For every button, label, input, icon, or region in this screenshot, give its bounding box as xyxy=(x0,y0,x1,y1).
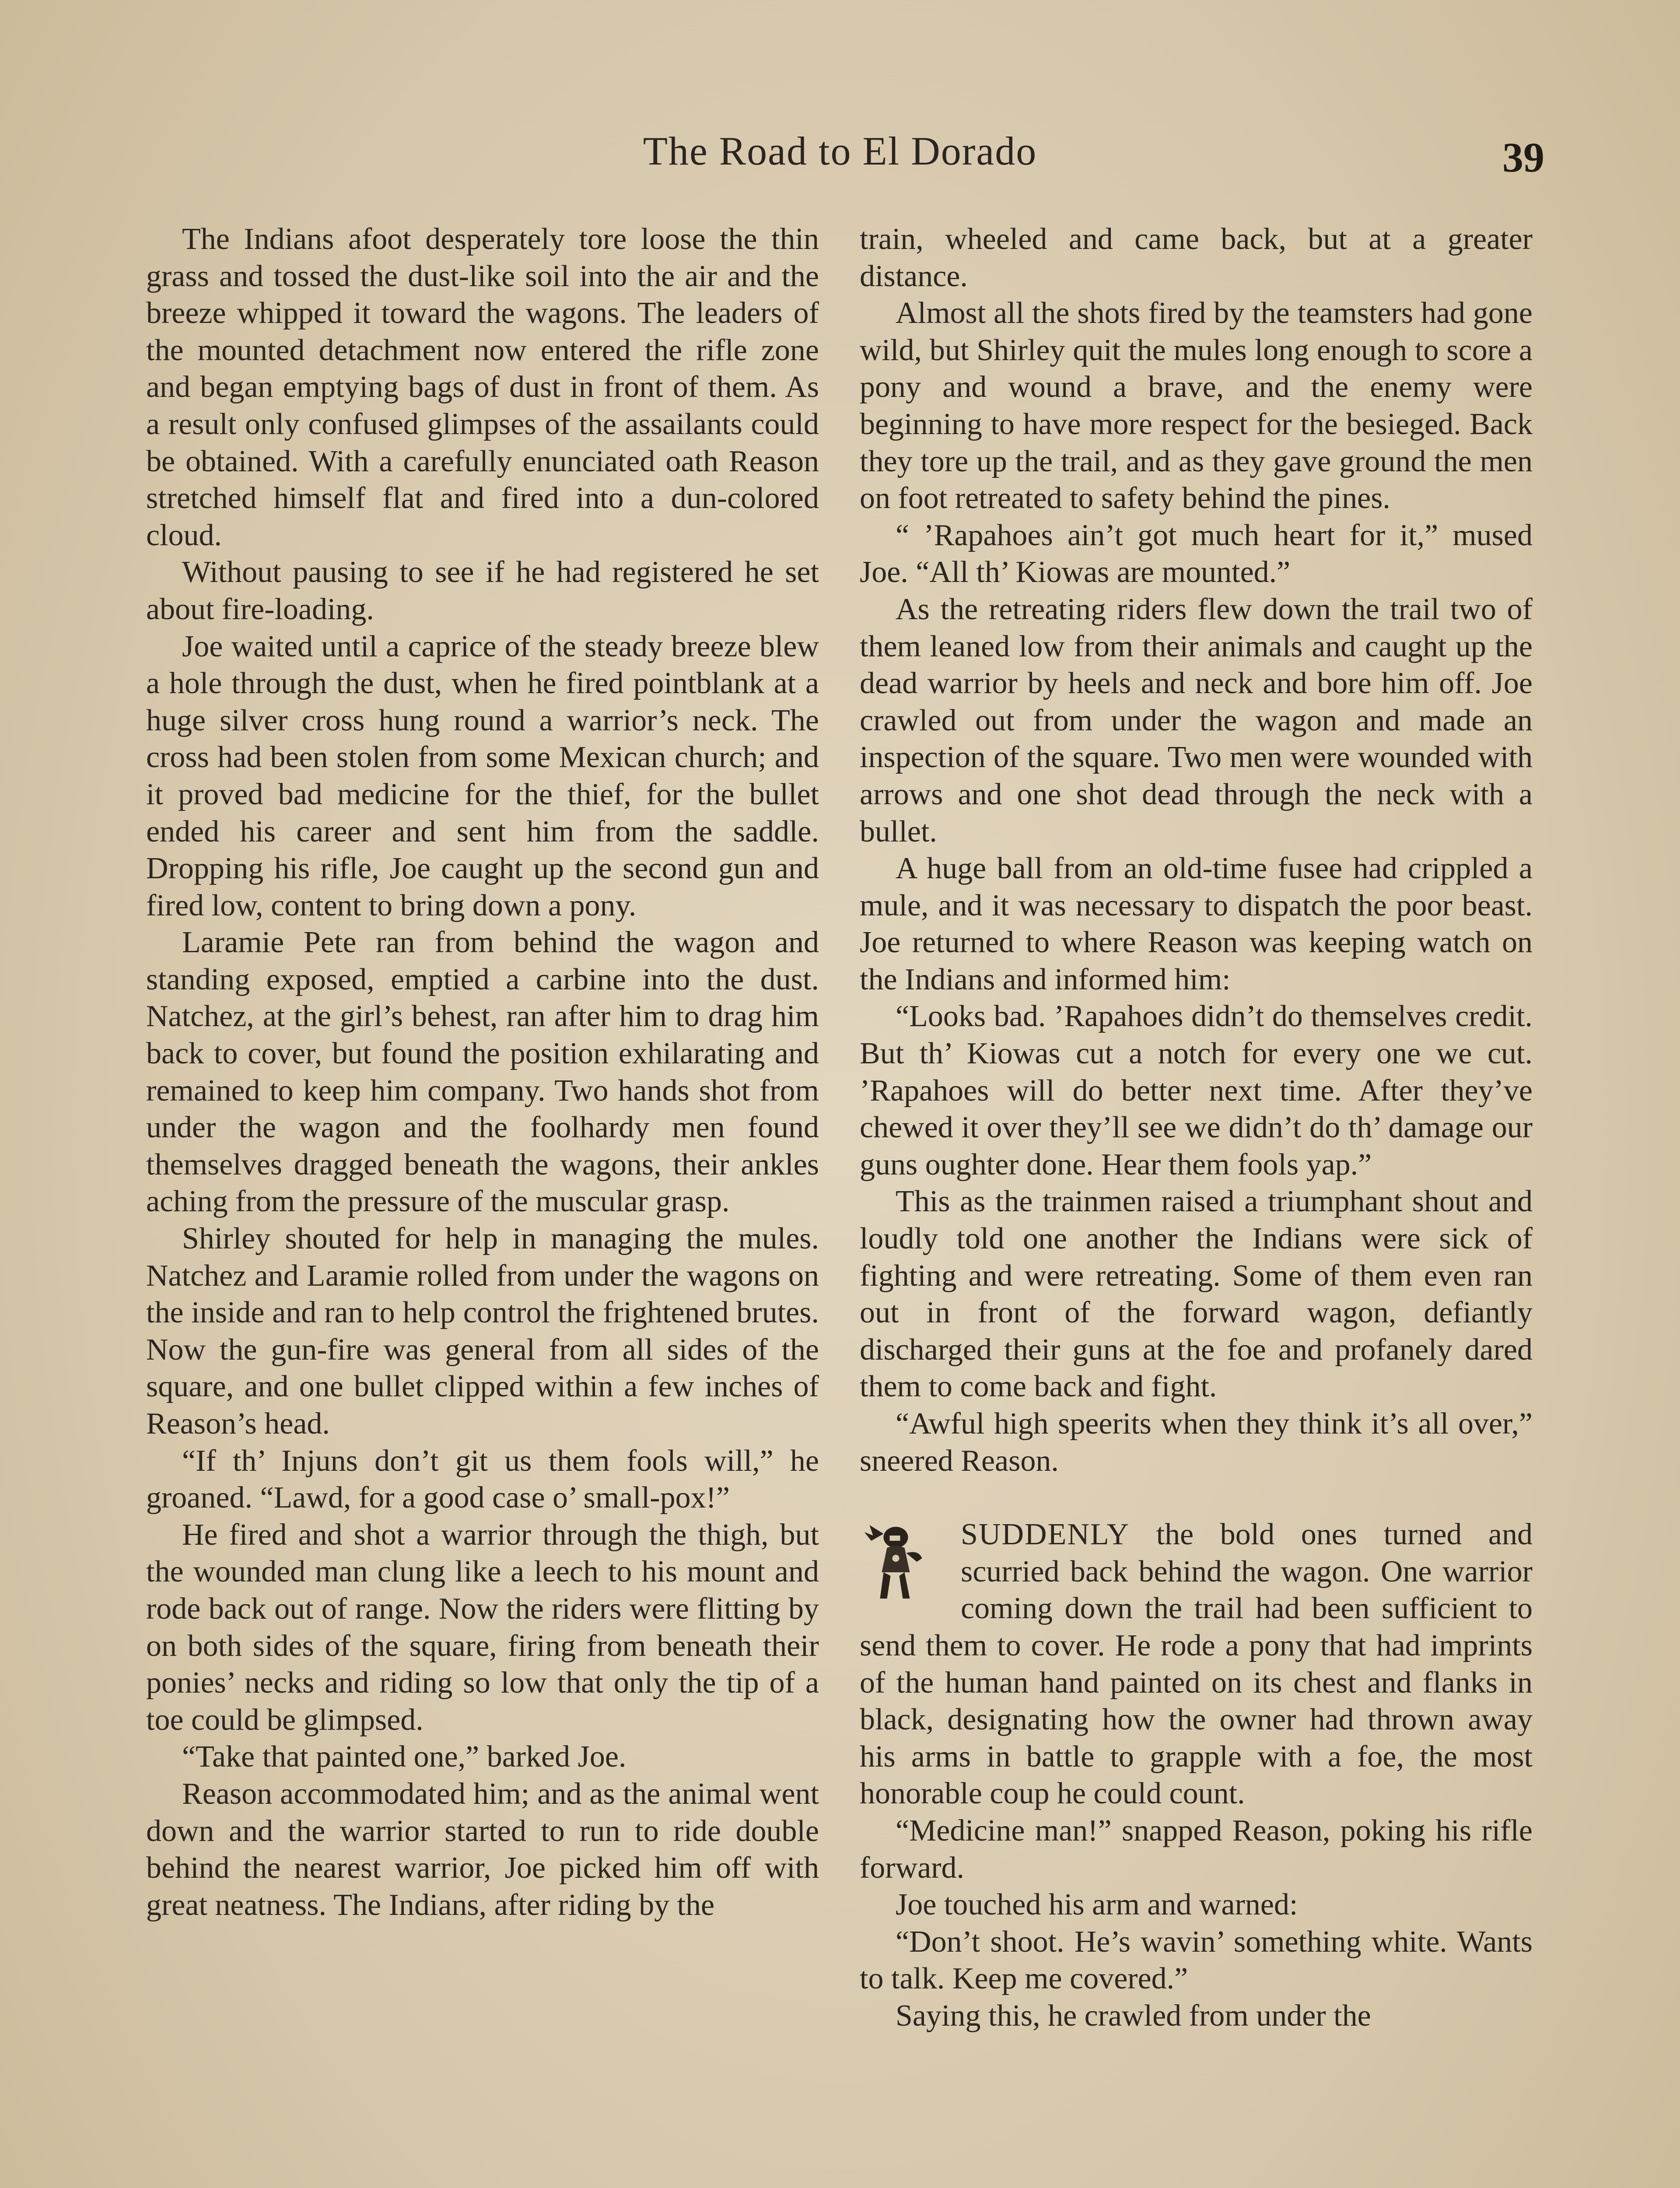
left-column xyxy=(146,221,819,1924)
paragraph: As the retreating riders flew down the trail two of them leaned low from their animals and caught up the dead warrior by heels and neck and bore him off. Joe crawled out from under the wagon and made an inspection of the square. Two men were wounded with arrows and one shot dead through the neck with a bullet. xyxy=(860,592,1533,849)
lead-word: SUDDENLY xyxy=(961,1518,1130,1552)
paragraph: A huge ball from an old-time fusee had crippled a mule, and it was necessary to dispatch the poor beast. Joe returned to where Reason was keeping watch on the Indians and informed him: xyxy=(860,852,1533,996)
paragraph: “ ’Rapahoes ain’t got much heart for it,” mused Joe. “All th’ Kiowas are mounted.” xyxy=(860,518,1533,589)
paragraph: He fired and shot a warrior through the thigh, but the wounded man clung like a leech to his mount and rode back out of range. Now the riders were flitting by on both sides of the square, firing from beneath their ponies’ necks and riding so low that only the tip of a toe could be glimpsed. xyxy=(146,1518,819,1737)
paragraph: “Don’t shoot. He’s wavin’ something white. Wants to talk. Keep me covered.” xyxy=(860,1925,1533,1996)
paragraph: Joe waited until a caprice of the steady breeze blew a hole through the dust, when he fired pointblank at a huge silver cross hung round a warrior’s neck. The cross had been stolen from some Mexican church; and it proved bad medicine for the thief, for the bullet ended his career and sent him from the saddle. Dropping his rifle, Joe caught up the second gun and fired low, content to bring down a pony. xyxy=(146,629,819,922)
paragraph: “If th’ Injuns don’t git us them fools will,” he groaned. “Lawd, for a good case o’ small-pox!” xyxy=(146,1444,819,1515)
paragraph: Saying this, he crawled from under the xyxy=(896,1999,1371,2033)
running-title: The Road to El Dorado xyxy=(643,129,1037,173)
paragraph: This as the trainmen raised a triumphant shout and loudly told one another the Indians were sick of fighting and were retreating. Some of them even ran out in front of the forward wagon, defiantly discharged their guns at the foe and profanely dared them to come back and fight. xyxy=(860,1185,1533,1404)
paragraph: Joe touched his arm and warned: xyxy=(896,1888,1298,1922)
paragraph: “Looks bad. ’Rapahoes didn’t do themselves credit. But th’ Kiowas cut a notch for every one we cut. ’Rapahoes will do better next time. After they’ve chewed it over they’ll see we didn’t do th’ damage our guns oughter done. Hear them fools yap.” xyxy=(860,999,1533,1182)
lead-rest: the bold ones turned and scurried back behind the wagon. One warrior coming down the trail had been sufficient to send them to cover. He rode a pony that had imprints of the human hand painted on its chest and flanks in black, designating how the owner had thrown away his arms in battle to grapple with a foe, the most honorable coup he could count. xyxy=(860,1518,1533,1811)
paragraph: Laramie Pete ran from behind the wagon and standing exposed, emptied a carbine into the dust. Natchez, at the girl’s behest, ran after him to drag him back to cover, but found the position exhilarating and remained to keep him company. Two hands shot from under the wagon and the foolhardy men found themselves dragged beneath the wagons, their ankles aching from the pressure of the muscular grasp. xyxy=(146,926,819,1219)
warrior-ornament-icon xyxy=(860,1518,949,1601)
section-opening-paragraph xyxy=(860,1516,1533,1813)
right-column xyxy=(860,221,1533,2035)
paragraph: Reason accommodated him; and as the animal went down and the warrior started to run to ride double behind the nearest warrior, Joe picked him off with great neatness. The Indians, after riding by the xyxy=(146,1777,819,1922)
paragraph: Without pausing to see if he had registered he set about fire-loading. xyxy=(146,555,819,626)
paragraph: “Awful high speerits when they think it’s all over,” sneered Reason. xyxy=(860,1407,1533,1478)
paragraph: Almost all the shots fired by the teamsters had gone wild, but Shirley quit the mules long enough to score a pony and wound a brave, and the enemy were beginning to have more respect for the besieged. Back they tore up the trail, and as they gave ground the men on foot retreated to safety behind the pines. xyxy=(860,296,1533,515)
paragraph: The Indians afoot desperately tore loose the thin grass and tossed the dust-like soil into the air and the breeze whipped it toward the wagons. The leaders of the mounted detachment now entered the rifle zone and began emptying bags of dust in front of them. As a result only confused glimpses of the assailants could be obtained. With a carefully enunciated oath Reason stretched himself flat and fired into a dun-colored cloud. xyxy=(146,222,819,552)
page-number: 39 xyxy=(1502,134,1544,181)
page-header xyxy=(144,128,1544,189)
paragraph-continued: train, wheeled and came back, but at a greater distance. xyxy=(860,222,1533,293)
paragraph: “Take that painted one,” barked Joe. xyxy=(182,1740,626,1774)
paragraph: Shirley shouted for help in managing the mules. Natchez and Laramie rolled from under the wagons on the inside and ran to help control the frightened brutes. Now the gun-fire was general from all sides of the square, and one bullet clipped within a few inches of Reason’s head. xyxy=(146,1222,819,1441)
section-break xyxy=(860,1516,1533,1813)
paragraph: “Medicine man!” snapped Reason, poking his rifle forward. xyxy=(860,1813,1533,1885)
